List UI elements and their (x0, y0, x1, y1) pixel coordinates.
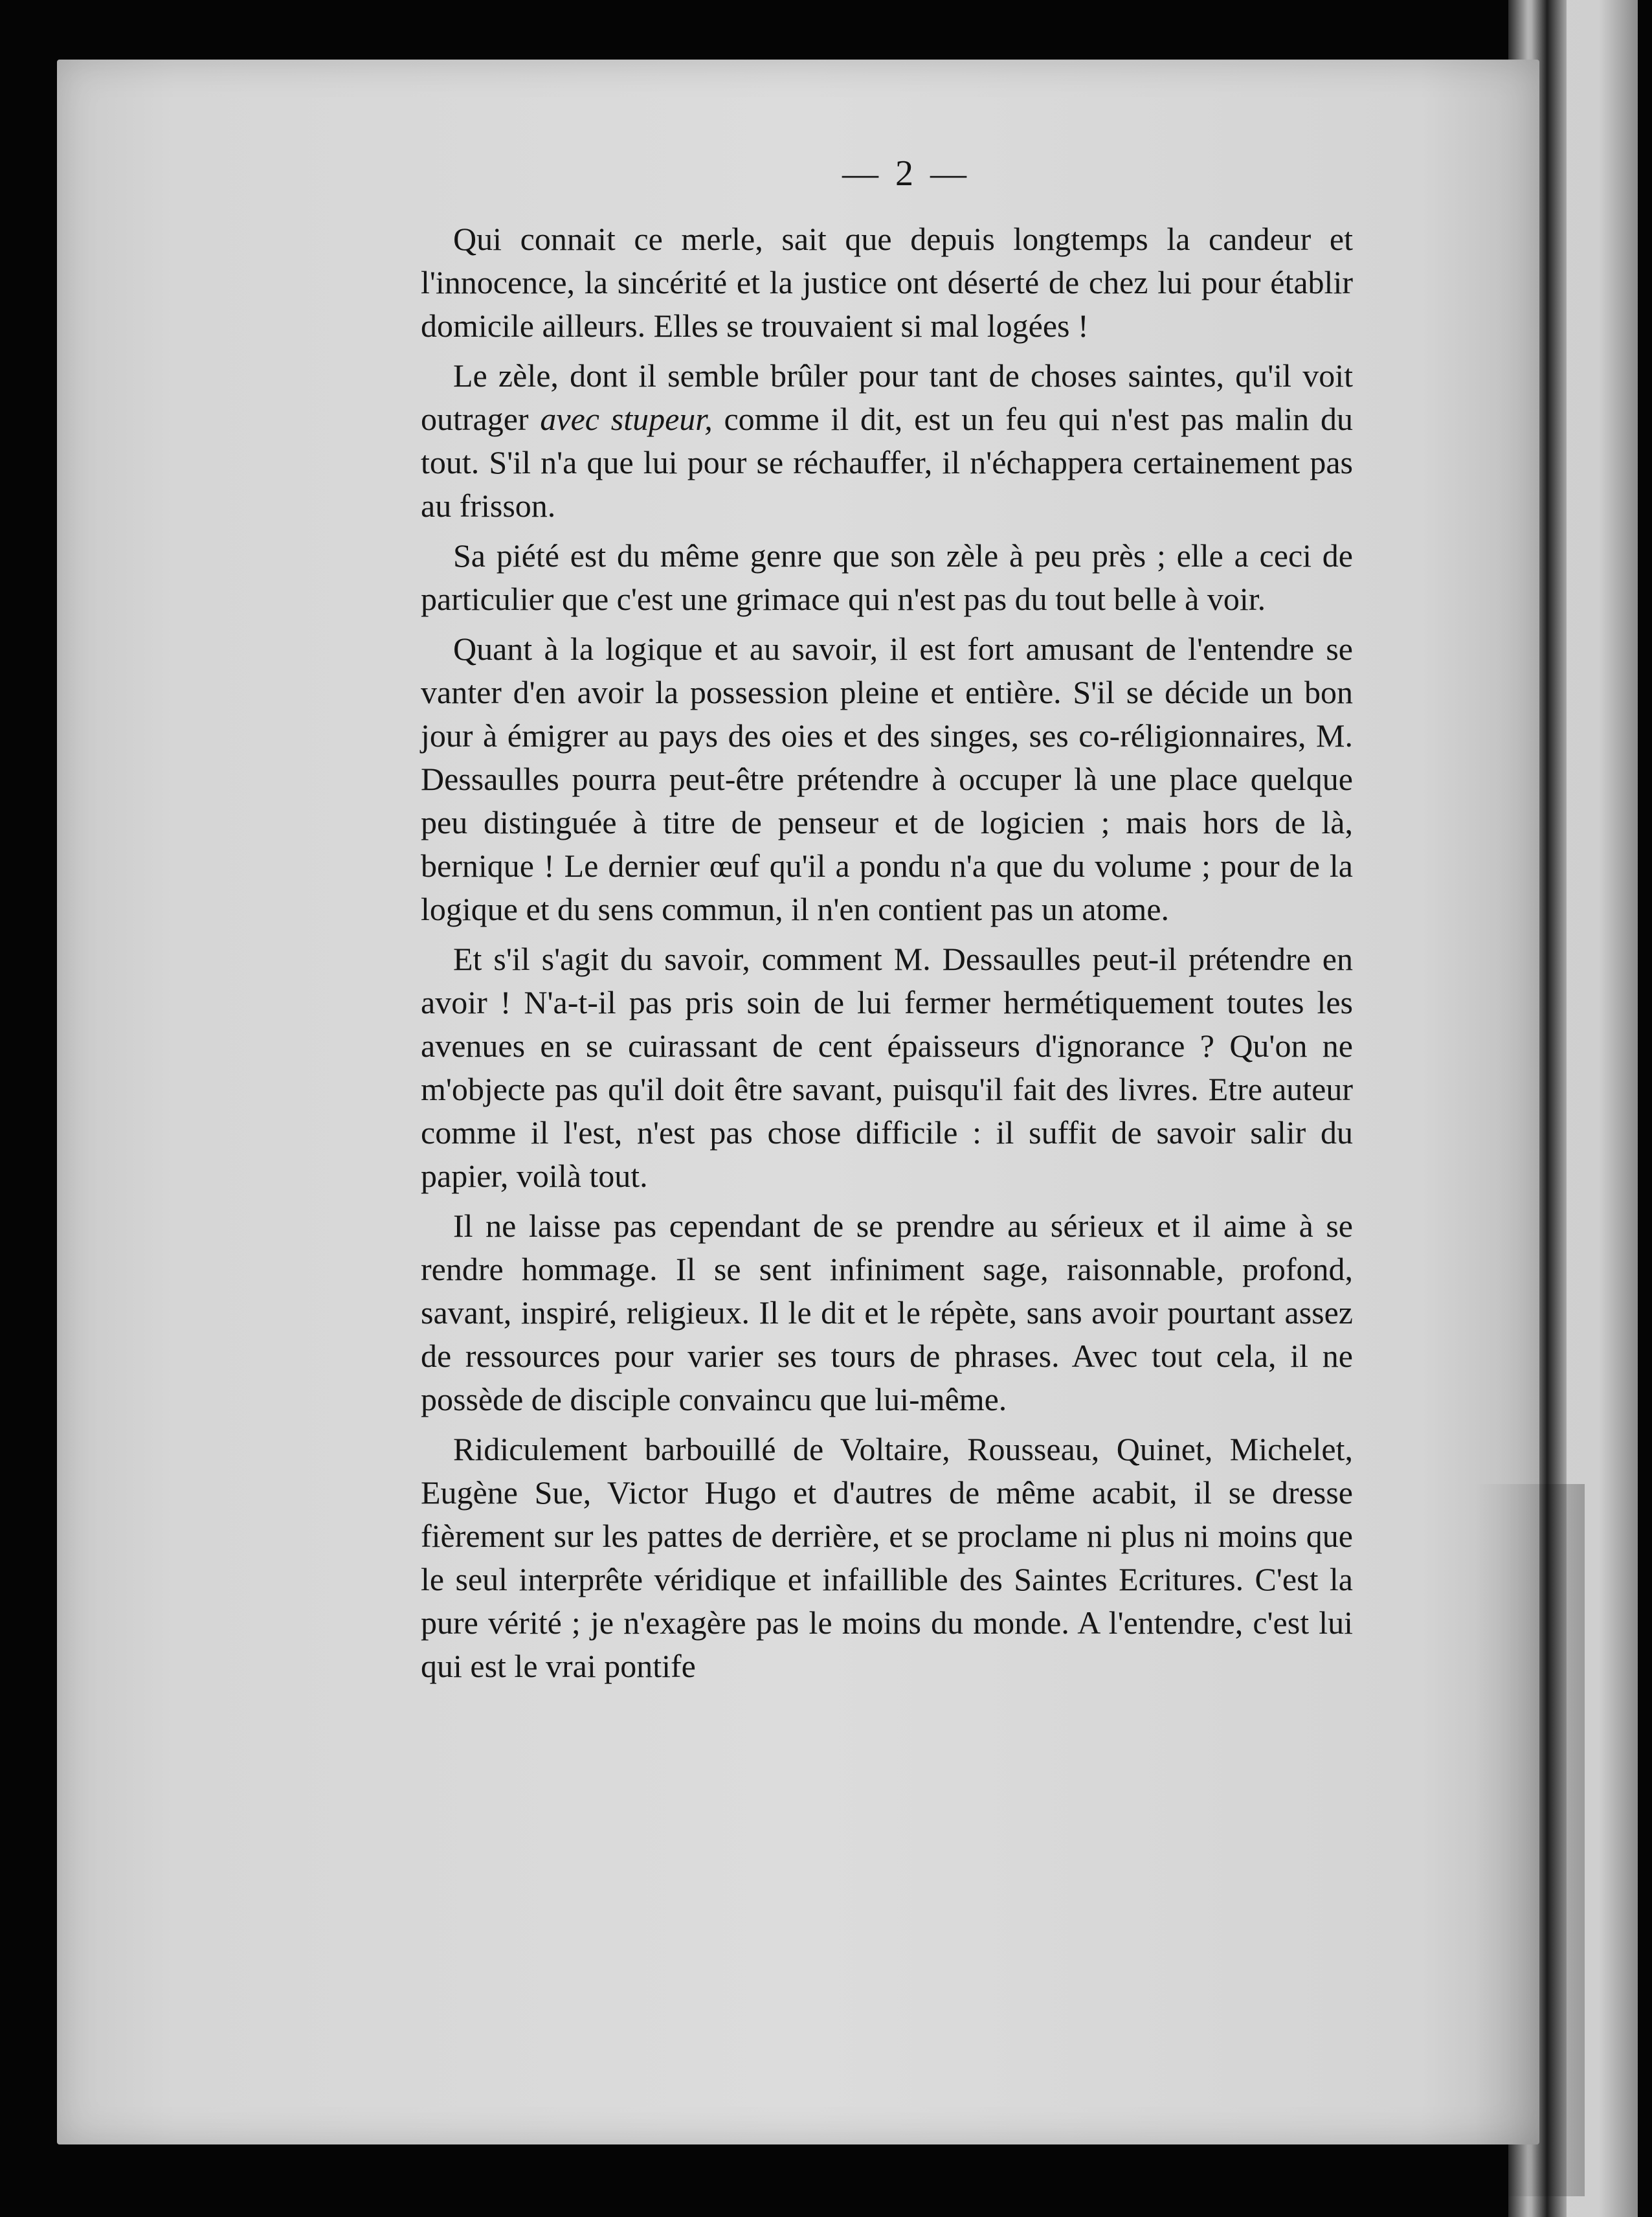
paragraph-2-end: comme il dit, est un feu qui n'est pas malin du tout. S'il n'a que lui pour se réchauffer, il n'échappera certainement pas au frisson. (421, 401, 1353, 524)
paragraph-5: Et s'il s'agit du savoir, comment M. Dessaulles peut-il prétendre en avoir ! N'a-t-il pas pris soin de lui fermer hermétiquement toutes les avenues en se cuirassant de cent épaisseurs d'ignorance ? Qu'on ne m'objecte pas qu'il doit être savant, puisqu'il fait des livres. Etre auteur comme il l'est, n'est pas chose difficile : il suffit de savoir salir du papier, voilà tout. (421, 941, 1353, 1194)
paragraph-2-emphasis: avec stupeur, (540, 401, 713, 437)
paragraph-2 (421, 354, 1353, 528)
page-content (421, 155, 1353, 1694)
paragraph-3: Sa piété est du même genre que son zèle à peu près ; elle a ceci de particulier que c'est une grimace qui n'est pas du tout belle à voir. (421, 537, 1353, 617)
page-fold-shadow (1475, 1484, 1585, 2196)
paragraph-4: Quant à la logique et au savoir, il est fort amusant de l'entendre se vanter d'en avoir la possession pleine et entière. S'il se décide un bon jour à émigrer au pays des oies et des singes, ses co-réligionnaires, M. Dessaulles pourra peut-être prétendre à occuper là une place quelque peu distinguée à titre de penseur et de logicien ; mais hors de là, bernique ! Le dernier œuf qu'il a pondu n'a que du volume ; pour de la logique et du sens commun, il n'en contient pas un atome. (421, 631, 1353, 927)
paragraph-6: Il ne laisse pas cependant de se prendre au sérieux et il aime à se rendre hommage. Il se sent infiniment sage, raisonnable, profond, savant, inspiré, religieux. Il le dit et le répète, sans avoir pourtant assez de ressources pour varier ses tours de phrases. Avec tout cela, il ne possède de disciple convaincu que lui-même. (421, 1208, 1353, 1417)
paragraph-1: Qui connait ce merle, sait que depuis longtemps la candeur et l'innocence, la sincérité et la justice ont déserté de chez lui pour établir domicile ailleurs. Elles se trouvaient si mal logées ! (421, 221, 1353, 344)
page-number: — 2 — (842, 153, 970, 194)
paragraph-2-start: Le zèle, dont il semble brûler pour tant de choses saintes, qu'il voit outrager (421, 357, 1353, 437)
paragraph-7: Ridiculement barbouillé de Voltaire, Rousseau, Quinet, Michelet, Eugène Sue, Victor Hugo et d'autres de même acabit, il se dresse fièrement sur les pattes de derrière, et se proclame ni plus ni moins que le seul interprête véridique et infaillible des Saintes Ecritures. C'est la pure vérité ; je n'exagère pas le moins du monde. A l'entendre, c'est lui qui est le vrai pontife (421, 1431, 1353, 1684)
